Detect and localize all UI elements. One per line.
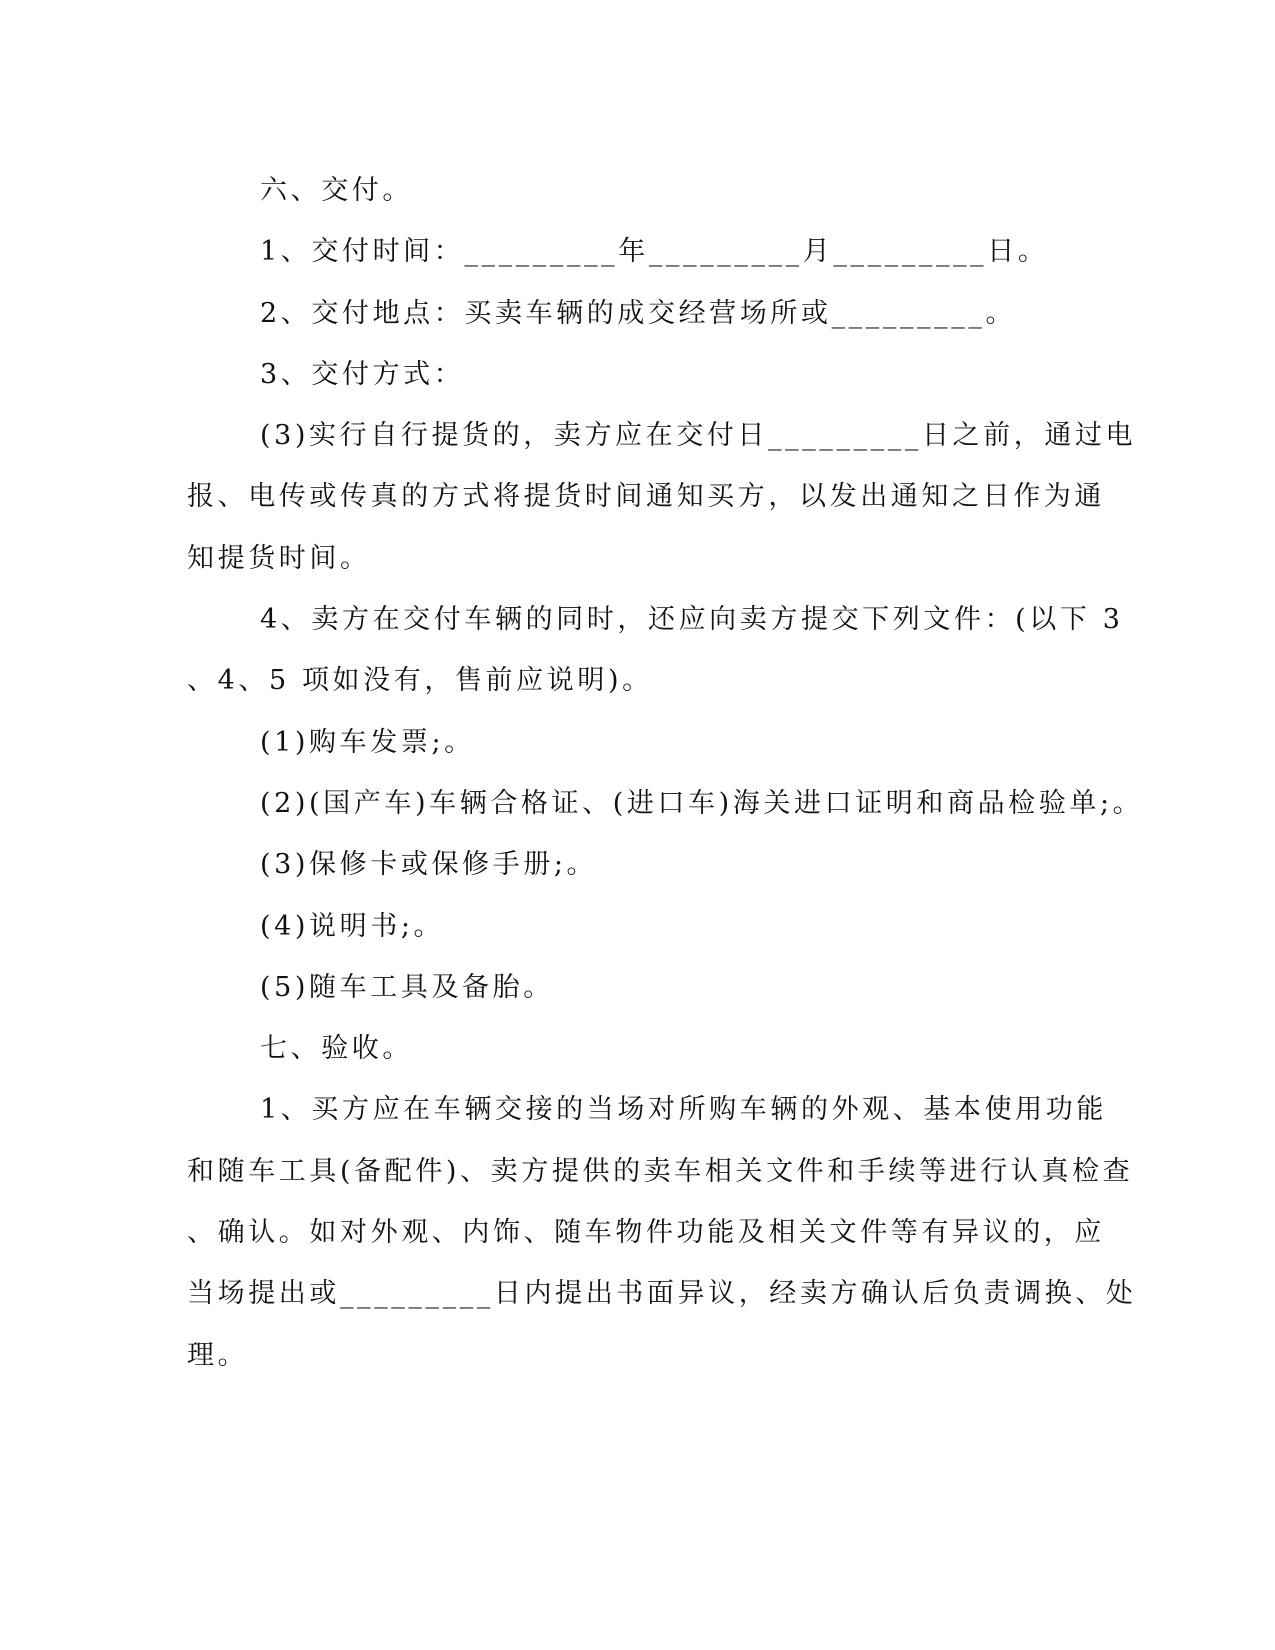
paragraph-line: 4、卖方在交付车辆的同时，还应向卖方提交下列文件：(以下 3: [260, 604, 1124, 636]
paragraph-line: 理。: [187, 1339, 249, 1371]
list-item: (4)说明书;。: [260, 910, 445, 942]
delivery-method-line: 3、交付方式：: [260, 358, 465, 390]
paragraph-line: 知提货时间。: [187, 542, 371, 574]
section-heading-delivery: 六、交付。: [260, 175, 413, 206]
paragraph-line: (3)实行自行提货的，卖方应在交付日_________日之前，通过电: [260, 420, 1137, 452]
paragraph-line: 和随车工具(备配件)、卖方提供的卖车相关文件和手续等进行认真检查: [187, 1155, 1134, 1187]
paragraph-line: 、确认。如对外观、内饰、随车物件功能及相关文件等有异议的，应: [187, 1217, 1105, 1249]
list-item: (2)(国产车)车辆合格证、(进口车)海关进口证明和商品检验单;。: [260, 787, 1144, 819]
paragraph-line: 1、买方应在车辆交接的当场对所购车辆的外观、基本使用功能: [260, 1094, 1107, 1126]
delivery-time-line: 1、交付时间：_________年_________月_________日。: [260, 236, 1049, 268]
paragraph-line: 、4、5 项如没有，售前应说明)。: [187, 665, 653, 697]
paragraph-line: 当场提出或_________日内提出书面异议，经卖方确认后负责调换、处: [187, 1278, 1137, 1310]
list-item: (5)随车工具及备胎。: [260, 971, 554, 1003]
list-item: (1)购车发票;。: [260, 726, 475, 758]
list-item: (3)保修卡或保修手册;。: [260, 849, 598, 881]
delivery-location-line: 2、交付地点：买卖车辆的成交经营场所或_________。: [260, 297, 1017, 329]
document-body: [187, 160, 1144, 1386]
paragraph-line: 报、电传或传真的方式将提货时间通知买方，以发出通知之日作为通: [187, 481, 1105, 513]
section-heading-inspection: 七、验收。: [260, 1033, 413, 1065]
